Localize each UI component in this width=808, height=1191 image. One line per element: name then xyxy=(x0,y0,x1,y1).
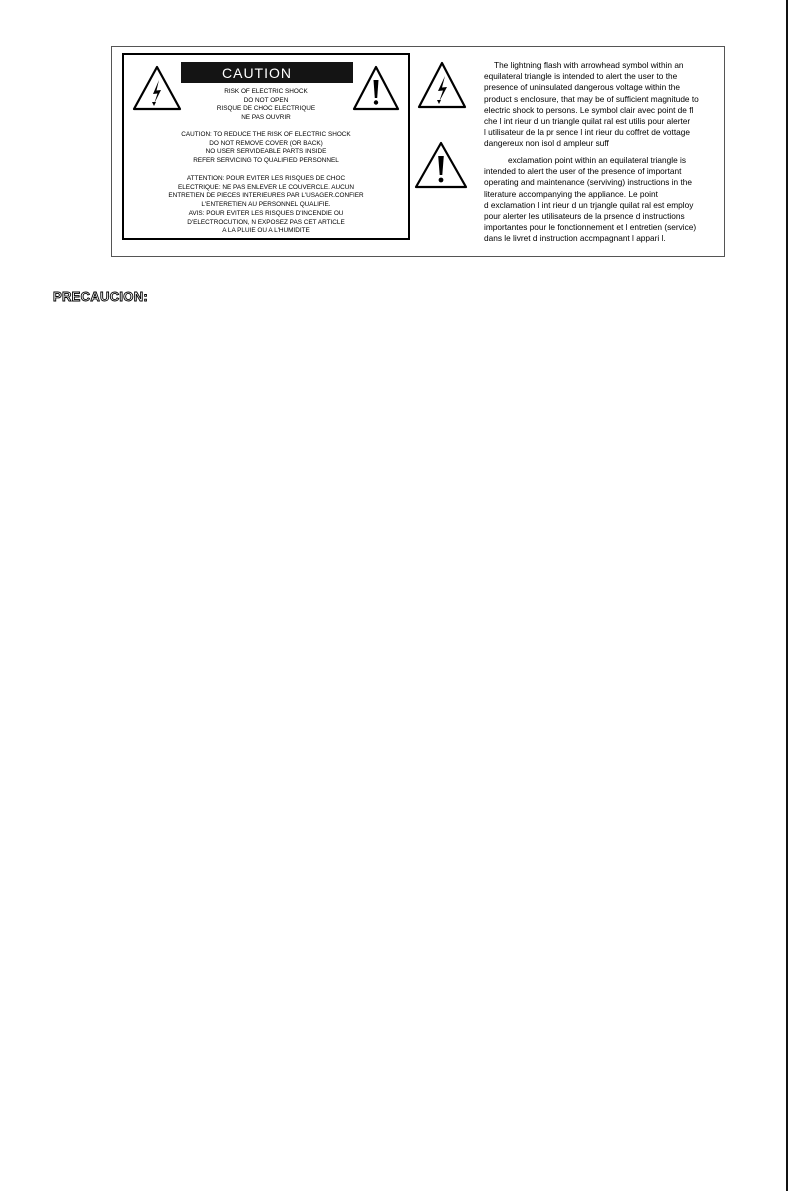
section-heading: PRECAUCION: xyxy=(53,289,149,304)
lightning-explanation: The lightning flash with arrowhead symbol within an equilateral triangle is intended to alert the user to the presence of uninsulated dangerous voltage within the product s enclosure, that may be of sufficient magnitude to electric shock to persons. Le symbol clair avec point de fl che l int rieur d un triangle quilat ral est utilis pour alerter l utilisateur de la pr sence l int rieur du coffret de vottage dangereux non isol d ampleur suff xyxy=(484,60,699,149)
exclamation-explanation: exclamation point within an equilateral triangle is intended to alert the user of the presence of important operating and maintenance (serviving) instructions in the literature accompanying the appliance. Le point d exclamation l int rieur d un trjangle quilat ral est employ pour alerter les utilisateurs de la prsence d instructions importantes pour le fonctionnement et l entretien (service) dans le livret d instruction accmpagnant l appari l. xyxy=(484,155,697,244)
french-warning-text: ATTENTION: POUR EVITER LES RISQUES DE CHOC ELECTRIQUE: NE PAS ENLEVER LE COUVERCLE. AUCUN ENTRETIEN DE PIECES INTERIEURES PAR L'USAGER.CONFIER L'ENTERETIEN AU PERSONNEL QUALIFIE. AVIS: POUR EVITER LES RISQUES D'INCENDIE OU D'ELECTROCUTION, N EXPOSEZ PAS CET ARTICLE A LA PLUIE OU A L'HUMIDITE xyxy=(168,175,364,235)
exclamation-symbol-icon xyxy=(414,141,468,189)
page-edge-line xyxy=(786,0,788,1191)
shock-warning-text: RISK OF ELECTRIC SHOCK DO NOT OPEN RISQUE DE CHOC ELECTRIQUE NE PAS OUVRIR xyxy=(216,88,316,122)
cover-warning-text: CAUTION: TO REDUCE THE RISK OF ELECTRIC SHOCK DO NOT REMOVE COVER (OR BACK) NO USER SERVIDEABLE PARTS INSIDE REFER SERVICING TO QUALIFIED PERSONNEL xyxy=(181,131,351,165)
caution-title: CAUTION xyxy=(222,64,292,81)
lightning-symbol-icon xyxy=(417,61,467,109)
caution-title-bar xyxy=(181,62,353,83)
